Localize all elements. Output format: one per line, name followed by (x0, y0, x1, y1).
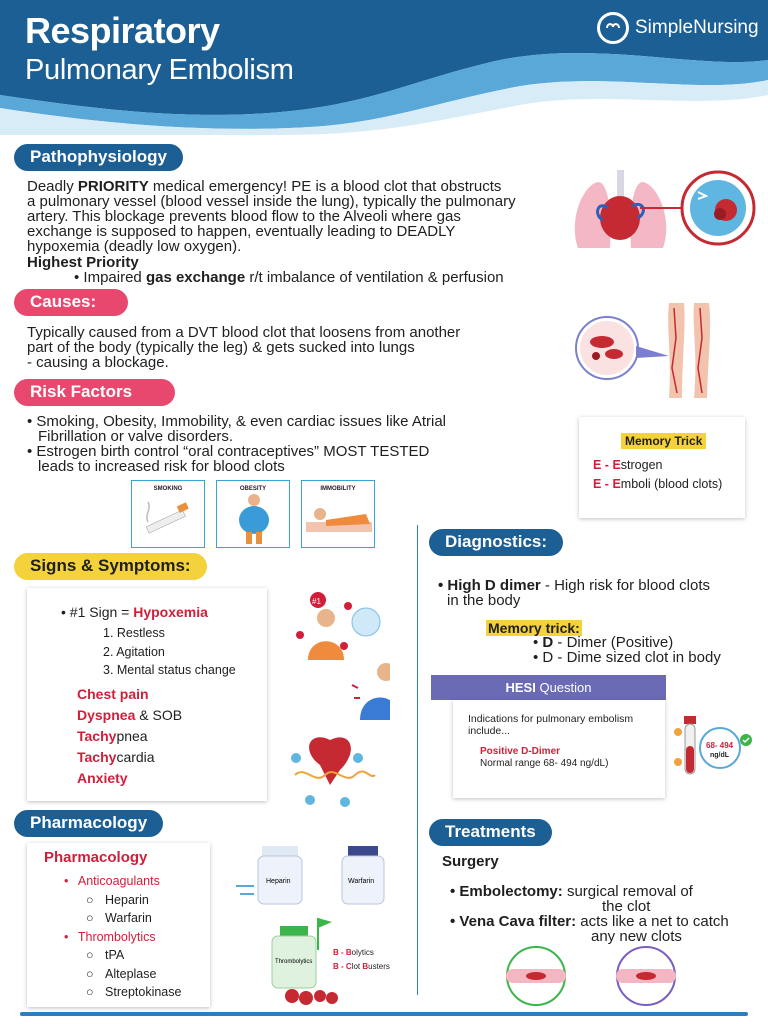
sign-dyspnea: Dyspnea & SOB (77, 707, 183, 723)
hesi-card (453, 700, 665, 798)
drug-alteplase: ○ Alteplase (86, 966, 157, 981)
vena-cava-filter-icon (610, 945, 682, 1007)
sign-chest-pain: Chest pain (77, 686, 149, 702)
sign-tachycardia: Tachycardia (77, 749, 155, 765)
treatment-vena-cava-filter: • Vena Cava filter: acts like a net to catch (450, 913, 729, 930)
diagnostics-ddimer: • High D dimer - High risk for blood clots in the body (438, 577, 710, 609)
section-causes: Causes: (14, 289, 128, 316)
memory-trick-item-1: E - Estrogen (593, 458, 663, 472)
section-risk-factors: Risk Factors (14, 379, 175, 406)
badge-number-1: #1 (312, 597, 321, 606)
header-banner (0, 0, 768, 135)
bottle-label-heparin: Heparin (266, 878, 291, 885)
medication-bottles-illustration (232, 838, 412, 1010)
memory-trick-title: Memory Trick (621, 433, 706, 449)
page-title: Respiratory (25, 10, 220, 51)
treatment-embolectomy: • Embolectomy: surgical removal of (450, 883, 693, 900)
diagnostics-memory-items: • D - Dimer (Positive) • D - Dime sized clot in body (533, 634, 721, 666)
mnemonic-clot-busters: B - Clot Busters (333, 962, 390, 971)
drug-heparin: ○ Heparin (86, 892, 149, 907)
mnemonic-bolytics: B - Bolytics (333, 948, 374, 957)
column-divider (417, 525, 418, 995)
obese-person-icon (217, 492, 291, 546)
tube-range-unit: ng/dL (710, 752, 730, 759)
memory-trick-item-2: E - Emboli (blood clots) (593, 477, 723, 491)
risk-icon-smoking: SMOKING (131, 480, 205, 548)
pathophysiology-text: Deadly PRIORITY medical emergency! PE is a blood clot that obstructs a pulmonary vessel (blood vessel inside the lung), typically the pulmonary artery. This blockage prevents blood flow to the Alveoli where gas exchange is supposed to happen, eventually leading to DEADLY hypoxemia (deadly low oxygen). Highest Priority • Impaired gas exchange r/t imbalance of ventilation & perfusion (27, 179, 567, 285)
sign-tachypnea: Tachypnea (77, 728, 148, 744)
hypoxemia-subitems: 1. Restless 2. Agitation 3. Mental status change (103, 626, 236, 677)
brand-logo-icon (597, 12, 629, 44)
drug-class-anticoagulants: • Anticoagulants (64, 874, 160, 888)
section-treatments: Treatments (429, 819, 552, 846)
hesi-question: Indications for pulmonary embolism include... (468, 713, 634, 737)
drug-warfarin: ○ Warfarin (86, 911, 152, 925)
pharmacology-list (64, 872, 181, 1002)
drug-class-thrombolytics: • Thrombolytics (64, 929, 156, 944)
section-diagnostics: Diagnostics: (429, 529, 563, 556)
bottle-label-thrombolytics: Thrombolytics (275, 959, 313, 965)
highest-priority-item: • Impaired gas exchange r/t imbalance of ventilation & perfusion (74, 269, 504, 286)
cigarette-icon (132, 492, 206, 542)
pharmacology-card-title: Pharmacology (44, 849, 148, 866)
risk-icon-obesity: OBESITY (216, 480, 290, 548)
footer-line (20, 1012, 748, 1016)
legs-dvt-illustration (574, 298, 724, 408)
page-subtitle: Pulmonary Embolism (25, 54, 294, 86)
diagnostics-memory-title: Memory trick: (488, 620, 580, 636)
pharmacology-card (27, 843, 210, 1007)
hesi-range: Normal range 68- 494 ng/dL) (480, 758, 609, 769)
brand-name: SimpleNursing (635, 17, 759, 38)
signs-list (77, 684, 182, 789)
tube-range-value: 68- 494 (706, 741, 734, 750)
symptoms-illustration (290, 590, 390, 810)
sign-hypoxemia: • #1 Sign = Hypoxemia (61, 604, 208, 620)
drug-tpa: ○ tPA (86, 948, 125, 962)
highest-priority-title: Highest Priority (27, 254, 139, 271)
section-signs-symptoms: Signs & Symptoms: (14, 553, 207, 580)
section-pharmacology: Pharmacology (14, 810, 163, 837)
section-pathophysiology: Pathophysiology (14, 144, 183, 171)
bedridden-person-icon (302, 492, 376, 542)
causes-text: Typically caused from a DVT blood clot that loosens from another part of the body (typically the leg) & gets sucked into lungs - causing a blockage. (27, 324, 461, 371)
risk-icon-immobility: IMMOBILITY (301, 480, 375, 548)
bottle-label-warfarin: Warfarin (348, 878, 375, 885)
blood-tube-illustration (672, 712, 758, 780)
treatments-surgery: Surgery (442, 853, 499, 870)
risk-factors-text: • Smoking, Obesity, Immobility, & even cardiac issues like Atrial Fibrillation or valve disorders. • Estrogen birth control “oral contraceptives” MOST TESTED leads to increased risk for blood clots (27, 413, 447, 475)
lungs-clot-illustration (568, 170, 758, 260)
memory-trick-card (579, 417, 745, 518)
brand[interactable] (597, 12, 759, 44)
treatments-list: • Embolectomy: surgical removal of the clot • Vena Cava filter: acts like a net to catch any new clots (450, 884, 760, 944)
hesi-answer: Positive D-Dimer (480, 746, 561, 757)
signs-card (27, 588, 267, 801)
sign-anxiety: Anxiety (77, 770, 128, 786)
embolectomy-vessel-icon (500, 945, 572, 1007)
drug-streptokinase: ○ Streptokinase (86, 985, 182, 999)
hesi-header: HESI Question (431, 675, 666, 700)
